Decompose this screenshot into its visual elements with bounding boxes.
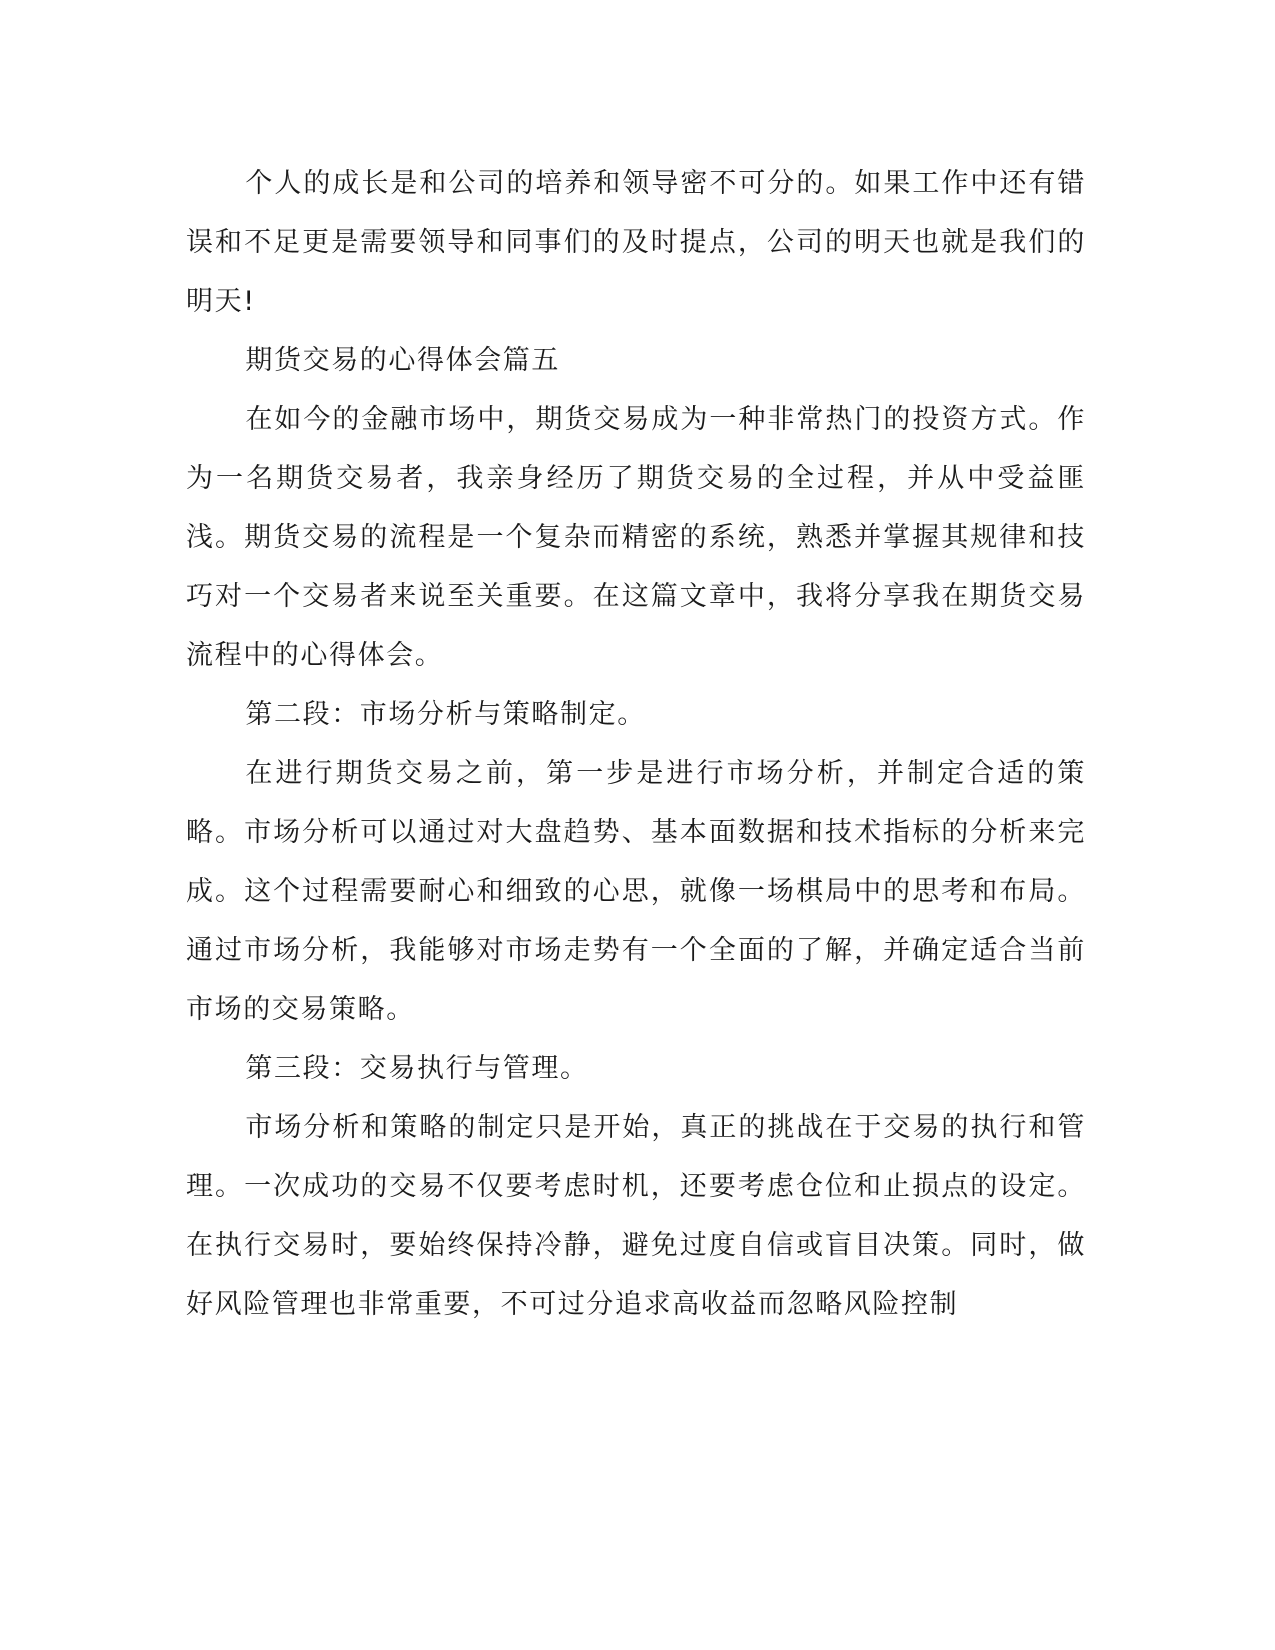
section-title: 期货交易的心得体会篇五 bbox=[245, 345, 560, 376]
paragraph-trade-execution: 市场分析和策略的制定只是开始，真正的挑战在于交易的执行和管理。一次成功的交易不仅要考虑时机，还要考虑仓位和止损点的设定。在执行交易时，要始终保持冷静，避免过度自信或盲目决策。同时，做好风险管理也非常重要，不可过分追求高收益而忽略风险控制 bbox=[186, 1112, 1086, 1320]
paragraph-closing: 个人的成长是和公司的培养和领导密不可分的。如果工作中还有错误和不足更是需要领导和同事们的及时提点，公司的明天也就是我们的明天! bbox=[186, 168, 1086, 317]
section-heading-3: 第三段：交易执行与管理。 bbox=[245, 1053, 589, 1084]
paragraph-market-analysis: 在进行期货交易之前，第一步是进行市场分析，并制定合适的策略。市场分析可以通过对大盘趋势、基本面数据和技术指标的分析来完成。这个过程需要耐心和细致的心思，就像一场棋局中的思考和布局。通过市场分析，我能够对市场走势有一个全面的了解，并确定适合当前市场的交易策略。 bbox=[186, 758, 1086, 1025]
paragraph-intro: 在如今的金融市场中，期货交易成为一种非常热门的投资方式。作为一名期货交易者，我亲身经历了期货交易的全过程，并从中受益匪浅。期货交易的流程是一个复杂而精密的系统，熟悉并掌握其规律和技巧对一个交易者来说至关重要。在这篇文章中，我将分享我在期货交易流程中的心得体会。 bbox=[186, 404, 1086, 671]
section-heading-2: 第二段：市场分析与策略制定。 bbox=[245, 699, 646, 730]
document-body bbox=[186, 154, 1086, 1334]
